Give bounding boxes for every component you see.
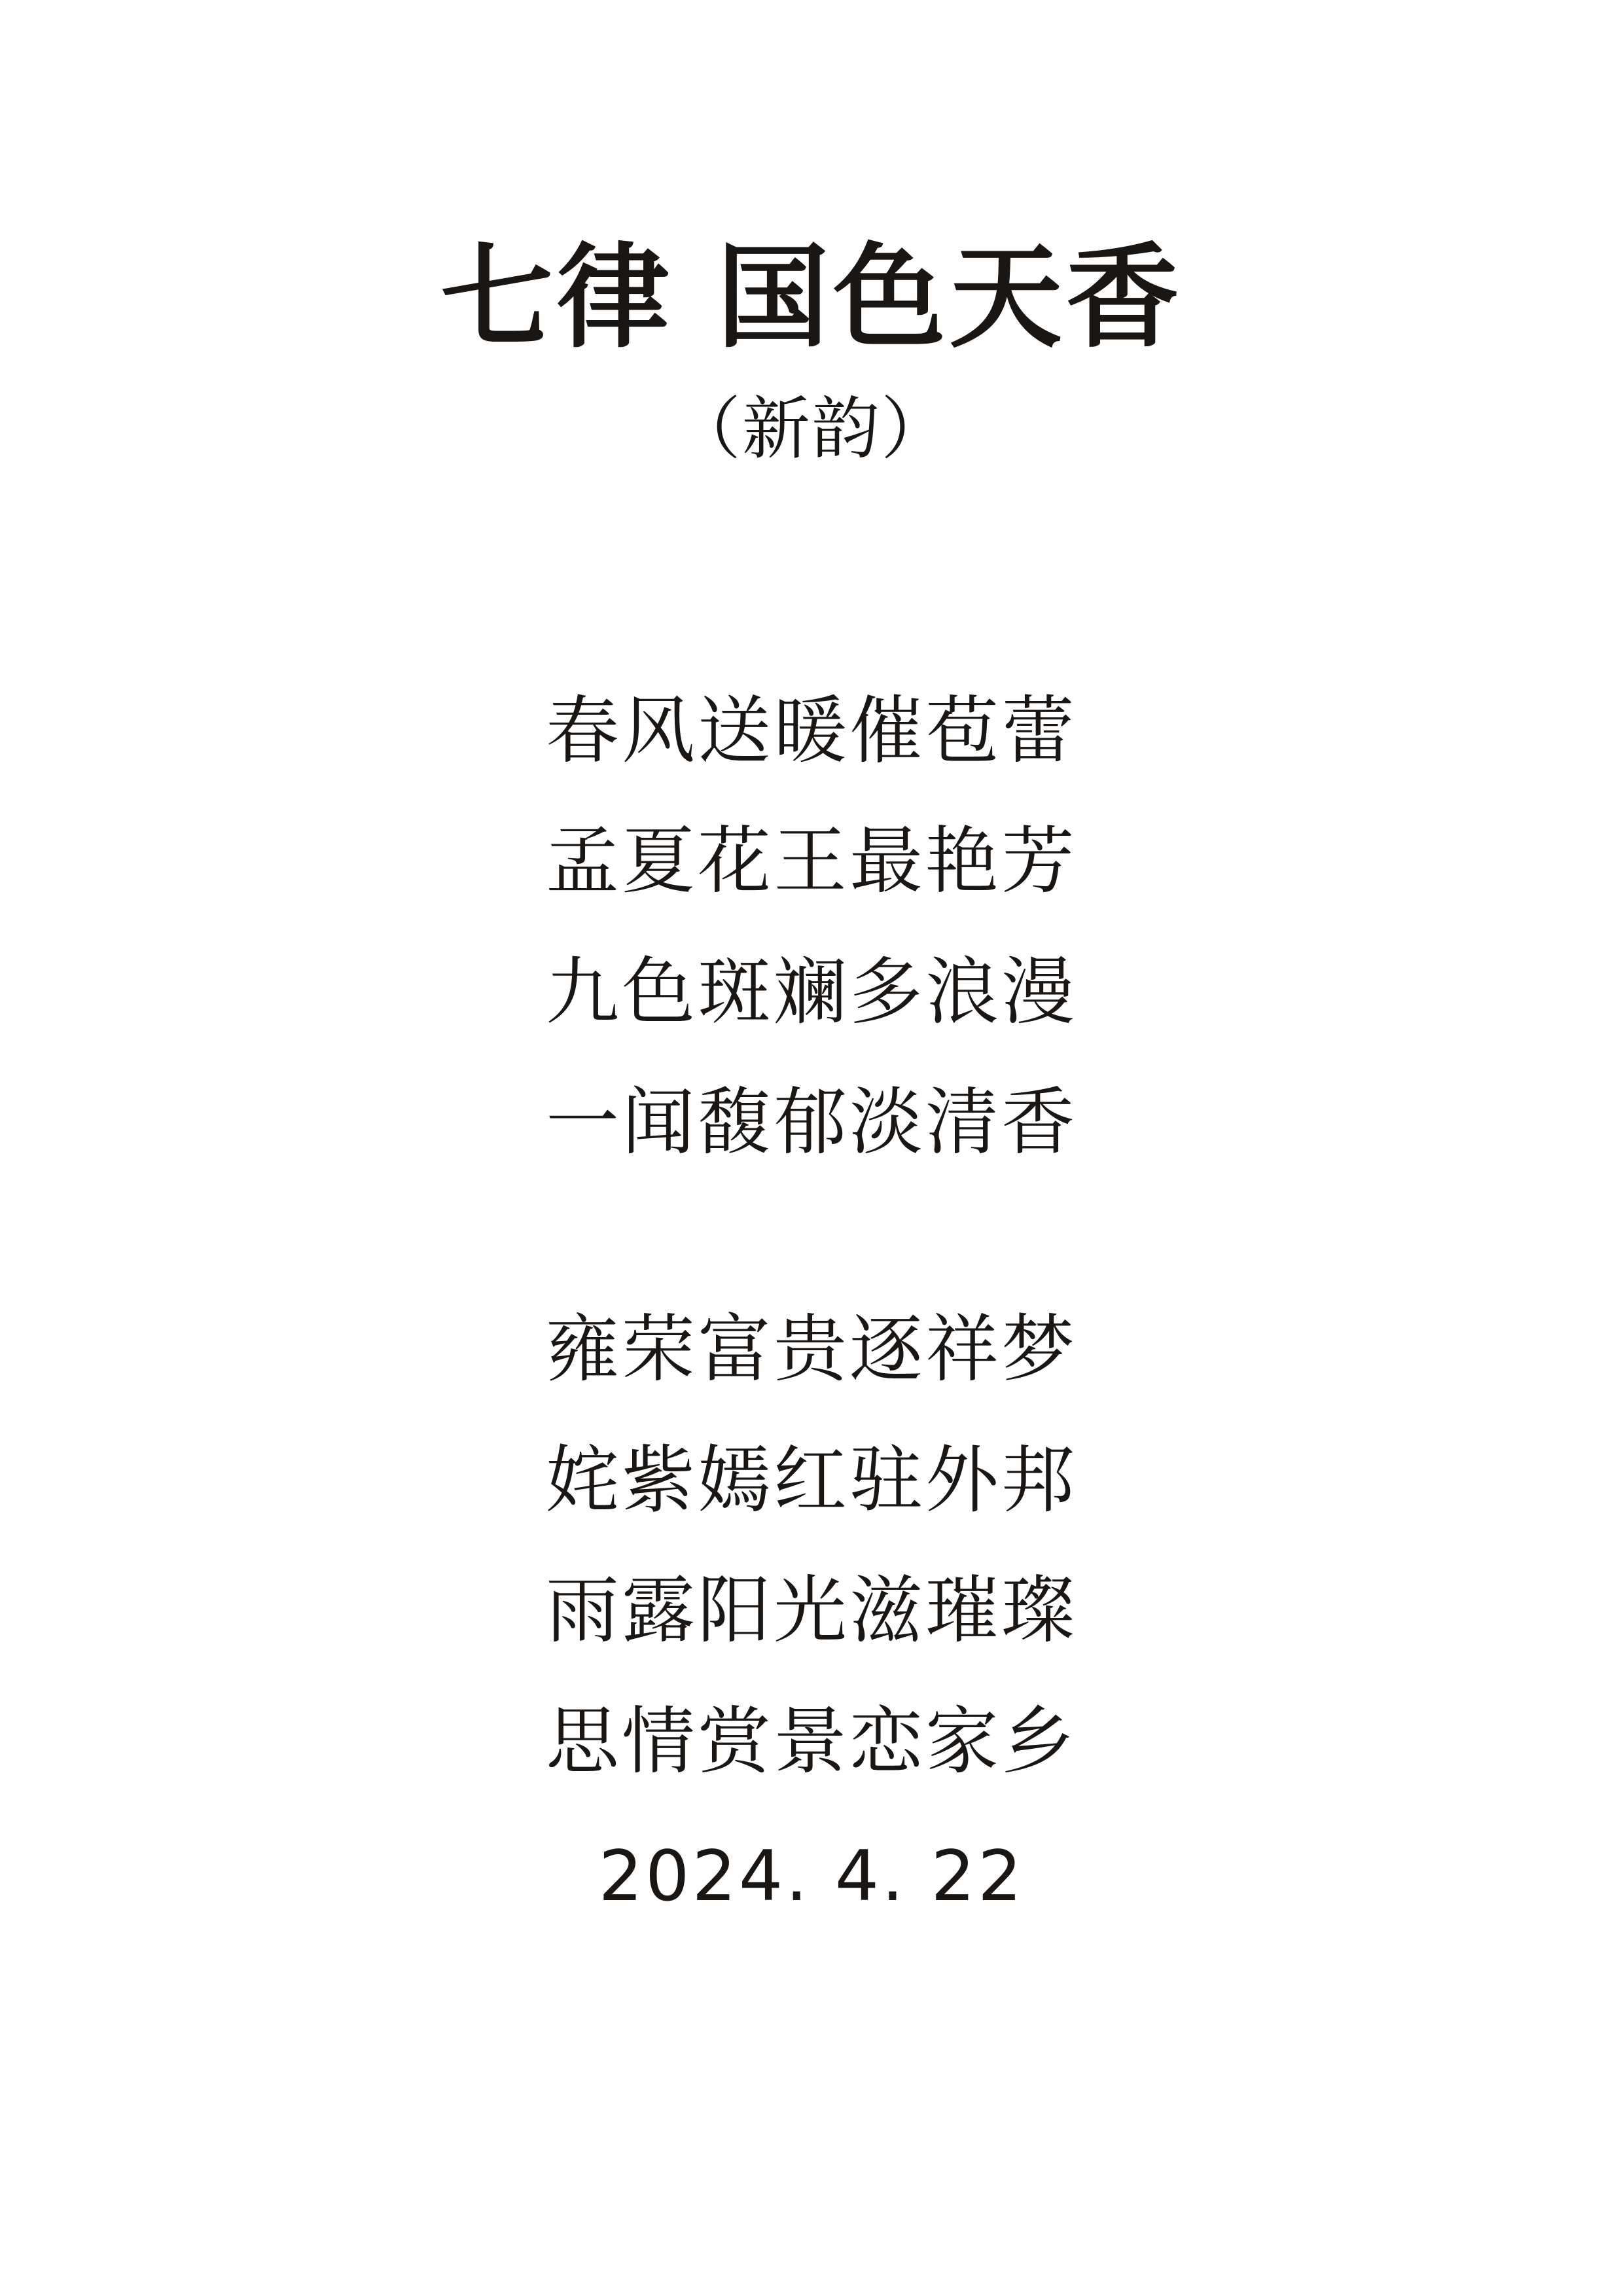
poem-line: 一闻馥郁淡清香 <box>546 1080 1077 1166</box>
poem-line: 春风送暖催苞蕾 <box>546 688 1077 774</box>
poem-stanza-1 <box>546 666 1077 1188</box>
poem-line: 雨露阳光滋璀璨 <box>546 1568 1077 1654</box>
poem-line: 姹紫嫣红驻外邦 <box>546 1437 1077 1523</box>
poem-stanza-2 <box>546 1285 1077 1806</box>
page-title: 七律 国色天香 <box>440 232 1183 363</box>
poem-line: 雍荣富贵逐祥梦 <box>546 1307 1077 1393</box>
page-subtitle: （新韵） <box>672 389 950 469</box>
poem-line: 思情赏景恋家乡 <box>546 1698 1077 1784</box>
poem-line: 孟夏花王最艳芳 <box>546 819 1077 905</box>
poem-date: 2024. 4. 22 <box>598 1835 1025 1916</box>
poem-body <box>546 666 1077 1928</box>
poem-line: 九色斑斓多浪漫 <box>546 949 1077 1035</box>
